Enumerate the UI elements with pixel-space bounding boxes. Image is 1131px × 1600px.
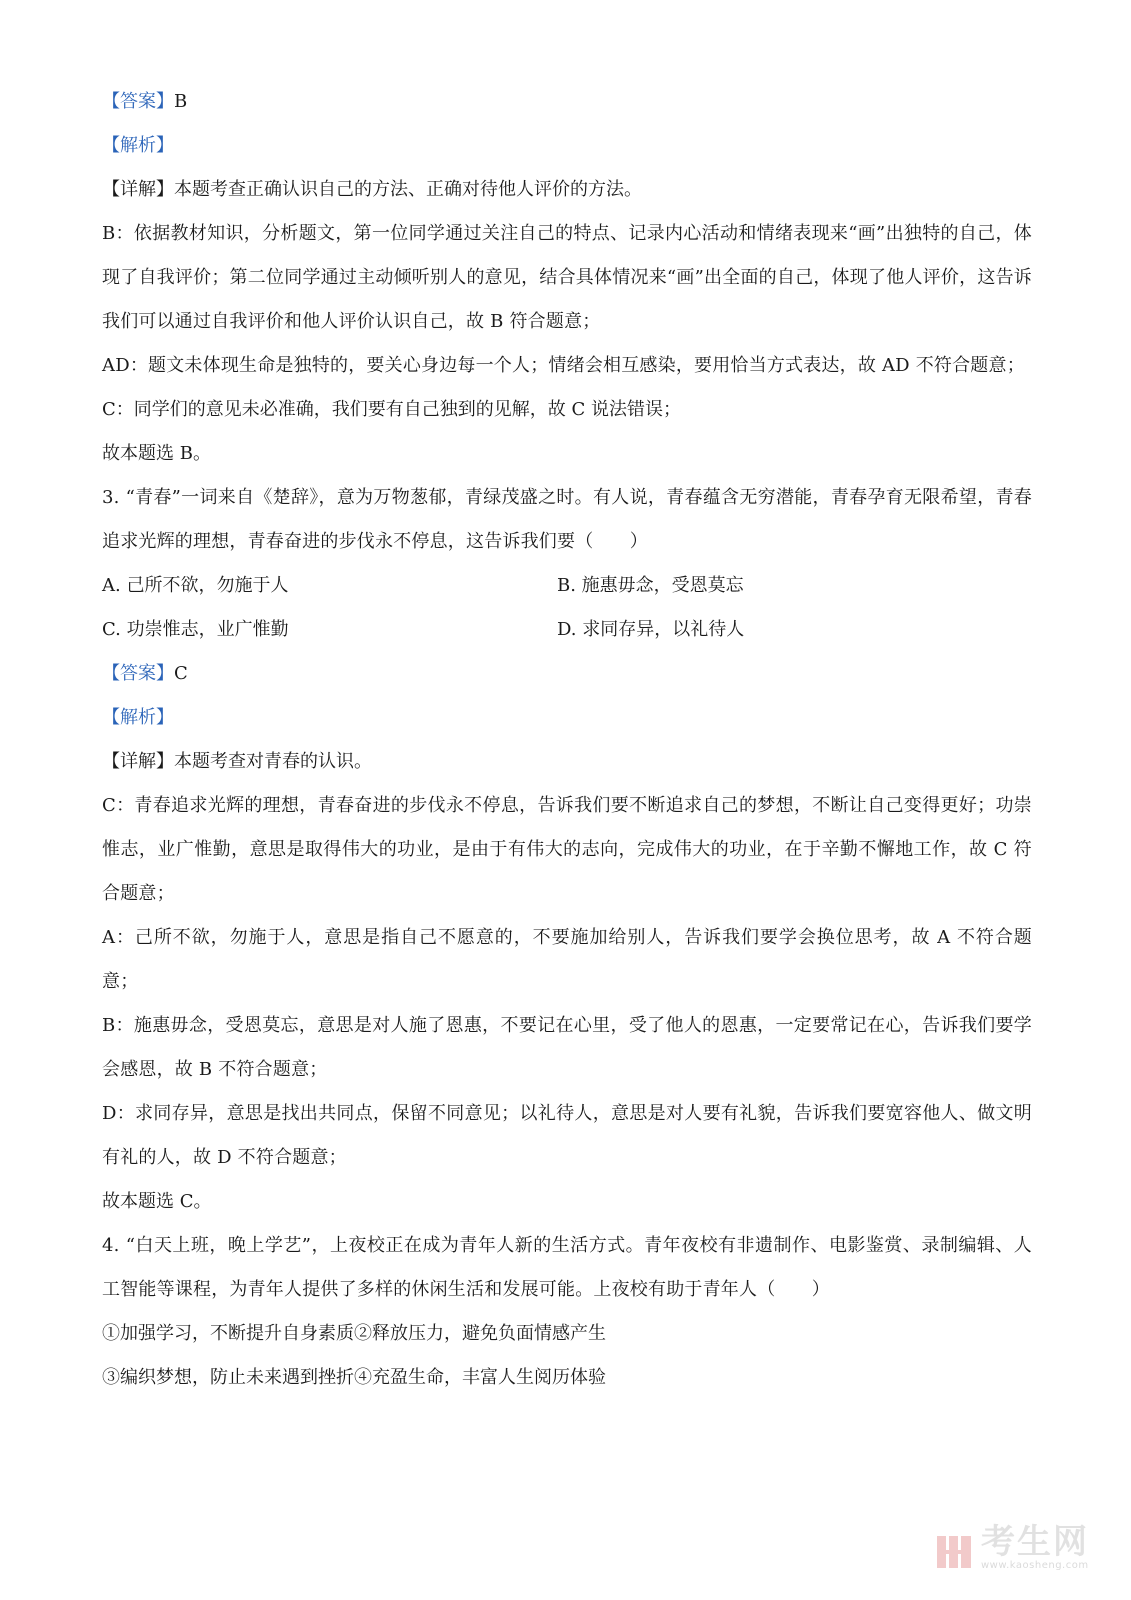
analysis-tag: 【解析】 [102,707,174,728]
q3-option-b: B. 施惠毋念，受恩莫忘 [557,575,744,596]
answer-tag: 【答案】 [102,663,174,684]
answer-tag: 【答案】 [102,91,174,112]
document-content [102,88,1032,1408]
q3-explanation-d: D：求同存异，意思是找出共同点，保留不同意见；以礼待人，意思是对人要有礼貌，告诉我们要宽容他人、做文明有礼的人，故 D 不符合题意； [102,1103,1032,1168]
q3-option-a: A. 己所不欲，勿施于人 [102,575,289,596]
watermark-text [981,1524,1089,1572]
q3-detail [102,748,1032,776]
q4-stem: 4. “白天上班，晚上学艺”，上夜校正在成为青年人新的生活方式。青年夜校有非遗制作、电影鉴赏、录制编辑、人工智能等课程，为青年人提供了多样的休闲生活和发展可能。上夜校有助于青年人（ ） [102,1235,1032,1300]
q3-stem: 3. “青春”一词来自《楚辞》，意为万物葱郁，青绿茂盛之时。有人说，青春蕴含无穷潜能，青春孕育无限希望，青春追求光辉的理想，青春奋进的步伐永不停息，这告诉我们要（ ） [102,487,1032,552]
q3-options [102,572,1032,644]
detail-tag: 【详解】 [102,751,174,772]
q3-conclusion: 故本题选 C。 [102,1191,212,1212]
q2-explanation-c: C：同学们的意见未必准确，我们要有自己独到的见解，故 C 说法错误； [102,399,681,420]
q3-option-c: C. 功崇惟志，业广惟勤 [102,619,289,640]
q2-answer [102,88,1032,116]
q2-detail [102,176,1032,204]
analysis-tag: 【解析】 [102,135,174,156]
detail-text: 本题考查正确认识自己的方法、正确对待他人评价的方法。 [174,179,642,200]
q3-explanation-b: B：施惠毋念，受恩莫忘，意思是对人施了恩惠，不要记在心里，受了他人的恩惠，一定要常记在心，告诉我们要学会感恩，故 B 不符合题意； [102,1015,1032,1080]
answer-value: C [174,663,188,684]
watermark-url: www.kaosheng.com [981,1560,1089,1571]
q2-analysis [102,132,1032,160]
q4-items-1-2: ①加强学习，不断提升自身素质②释放压力，避免负面情感产生 [102,1323,606,1344]
watermark [935,1524,1089,1572]
q2-explanation-b: B：依据教材知识，分析题文，第一位同学通过关注自己的特点、记录内心活动和情绪表现来“画”出独特的自己，体现了自我评价；第二位同学通过主动倾听别人的意见，结合具体情况来“画”出全面的自己，体现了他人评价，这告诉我们可以通过自我评价和他人评价认识自己，故 B 符合题意； [102,223,1032,332]
q3-analysis [102,704,1032,732]
q4-items-3-4: ③编织梦想，防止未来遇到挫折④充盈生命，丰富人生阅历体验 [102,1367,606,1388]
answer-value: B [174,91,188,112]
q3-explanation-c: C：青春追求光辉的理想，青春奋进的步伐永不停息，告诉我们要不断追求自己的梦想，不断让自己变得更好；功崇惟志，业广惟勤，意思是取得伟大的功业，是由于有伟大的志向，完成伟大的功业，在于辛勤不懈地工作，故 C 符合题意； [102,795,1032,904]
q2-explanation-ad: AD：题文未体现生命是独特的，要关心身边每一个人；情绪会相互感染，要用恰当方式表达，故 AD 不符合题意； [102,355,1025,376]
q3-answer [102,660,1032,688]
q2-conclusion: 故本题选 B。 [102,443,211,464]
q3-option-d: D. 求同存异，以礼待人 [557,619,745,640]
q3-explanation-a: A：己所不欲，勿施于人，意思是指自己不愿意的，不要施加给别人，告诉我们要学会换位思考，故 A 不符合题意； [102,927,1032,992]
watermark-title: 考生网 [981,1522,1089,1562]
detail-tag: 【详解】 [102,179,174,200]
kaosheng-logo-icon [935,1532,975,1572]
detail-text: 本题考查对青春的认识。 [174,751,372,772]
